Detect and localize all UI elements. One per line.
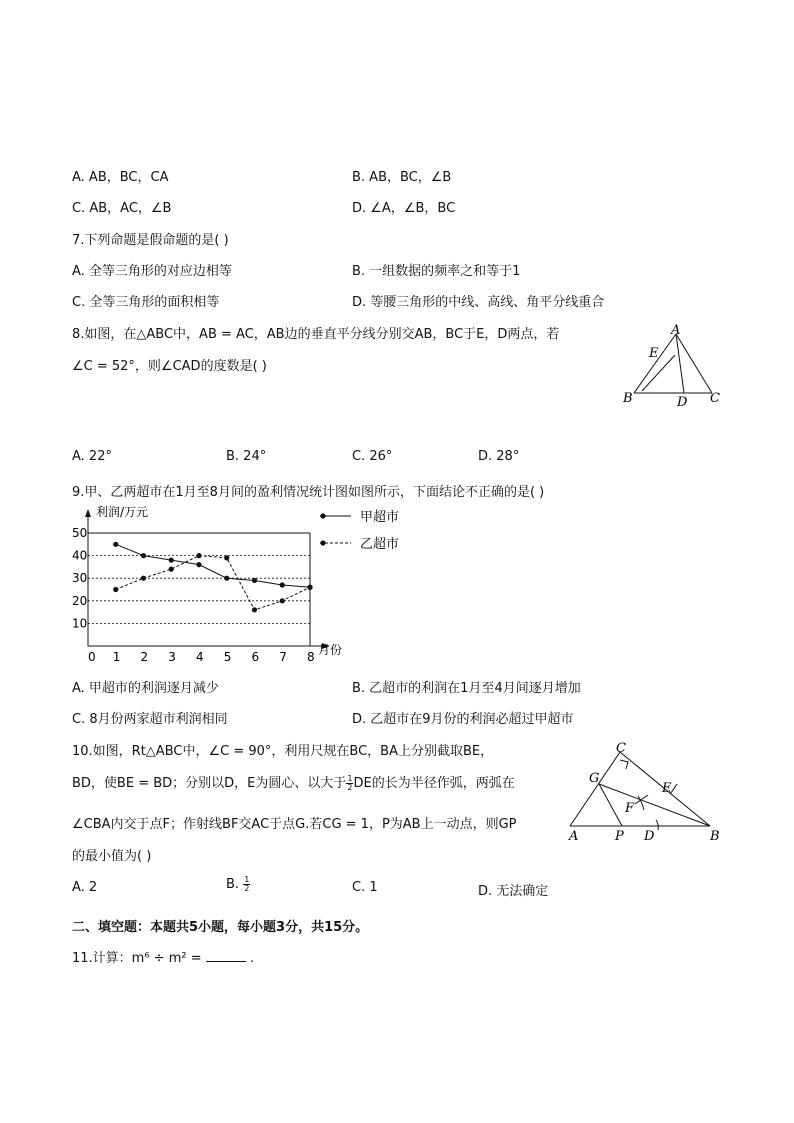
q11-suffix: .: [249, 951, 255, 966]
q10-label-c: C: [616, 741, 626, 756]
x-tick-label: 0: [88, 650, 96, 664]
x-tick-label: 8: [307, 650, 315, 664]
data-point: [169, 567, 174, 572]
chart-legend: [315, 503, 415, 553]
data-point: [280, 582, 285, 587]
q9-stem: 9.甲、乙两超市在1月至8月间的盈利情况统计图如图所示，下面结论不正确的是( ): [72, 485, 545, 500]
x-tick-label: 4: [196, 650, 204, 664]
legend-label: 甲超市: [360, 510, 400, 525]
q8-label-d: D: [677, 395, 688, 410]
q10-option-c: C. 1: [352, 880, 378, 895]
q10-stem-line3: ∠CBA内交于点F；作射线BF交AC于点G.若CG = 1，P为AB上一动点，则GP: [72, 817, 517, 832]
q8-option-b: B. 24°: [226, 449, 267, 464]
q8-label-c: C: [710, 391, 720, 406]
q10-option-b-denominator: 2: [244, 884, 250, 893]
q10-label-e: E: [662, 781, 672, 796]
data-point: [196, 553, 201, 558]
q6-option-c: C. AB，AC，∠B: [72, 201, 172, 216]
q6-option-a: A. AB，BC，CA: [72, 170, 169, 185]
series-line-jia: [116, 544, 310, 587]
q7-option-c: C. 全等三角形的面积相等: [72, 295, 220, 310]
q9-option-a: A. 甲超市的利润逐月减少: [72, 681, 219, 696]
data-point: [141, 553, 146, 558]
legend-marker: [320, 540, 325, 545]
q8-label-b: B: [623, 391, 633, 406]
q10-triangle-figure: [552, 738, 732, 848]
x-tick-label: 7: [279, 650, 287, 664]
x-tick-label: 1: [112, 650, 121, 664]
data-point: [113, 587, 118, 592]
q7-option-b: B. 一组数据的频率之和等于1: [352, 264, 521, 279]
q10-option-d: D. 无法确定: [478, 884, 549, 899]
q9-option-c: C. 8月份两家超市利润相同: [72, 712, 228, 727]
data-point: [141, 576, 146, 581]
y-tick-label: 50: [72, 526, 88, 540]
q8-label-e: E: [649, 346, 659, 361]
q10-stem-line1: 10.如图，Rt△ABC中，∠C = 90°，利用尺规在BC，BA上分别截取BE，: [72, 744, 494, 759]
q11-stem: [72, 947, 254, 966]
data-point: [113, 542, 118, 547]
q10-fraction-denominator: 2: [347, 783, 353, 792]
data-point: [169, 558, 174, 563]
q8-option-d: D. 28°: [478, 449, 520, 464]
data-point: [307, 585, 312, 590]
data-point: [280, 598, 285, 603]
x-tick-label: 6: [251, 650, 260, 664]
q10-option-b: [226, 876, 250, 893]
data-point: [252, 578, 257, 583]
q10-stem-line2-start: BD，使BE = BD；分别以D，E为圆心、以大于: [72, 776, 347, 791]
q10-label-d: D: [644, 829, 655, 844]
data-point: [252, 607, 257, 612]
q6-option-b: B. AB，BC，∠B: [352, 170, 452, 185]
q10-label-a: A: [569, 829, 579, 844]
legend-label: 乙超市: [360, 537, 400, 552]
q10-option-b-numerator: 1: [244, 875, 250, 884]
data-point: [224, 555, 229, 560]
x-tick-label: 3: [168, 650, 176, 664]
q7-option-d: D. 等腰三角形的中线、高线、角平分线重合: [352, 295, 605, 310]
q8-triangle-figure: [620, 322, 730, 410]
y-tick-label: 10: [72, 616, 88, 631]
q10-label-f: F: [625, 801, 635, 816]
q9-option-d: D. 乙超市在9月份的利润必超过甲超市: [352, 712, 574, 727]
data-point: [224, 576, 229, 581]
q10-stem-line2: [72, 772, 515, 792]
y-tick-label: 30: [72, 571, 88, 586]
x-axis-title: 月份: [318, 643, 343, 657]
legend-marker: [320, 513, 325, 518]
q10-label-b: B: [710, 829, 720, 844]
q8-stem-line1: 8.如图，在△ABC中，AB = AC，AB边的垂直平分线分别交AB，BC于E，D两点，若: [72, 327, 560, 342]
q10-stem-line4: 的最小值为( ): [72, 849, 152, 864]
q8-option-a: A. 22°: [72, 449, 112, 464]
q8-label-a: A: [671, 323, 681, 338]
y-axis-title: 利润/万元: [96, 505, 149, 519]
q10-stem-line2-end: DE的长为半径作弧，两弧在: [353, 776, 515, 791]
q8-stem-line2: ∠C = 52°，则∠CAD的度数是( ): [72, 359, 267, 374]
x-tick-label: 2: [140, 650, 149, 664]
q10-option-a: A. 2: [72, 880, 98, 895]
q7-option-a: A. 全等三角形的对应边相等: [72, 264, 232, 279]
q9-option-b: B. 乙超市的利润在1月至4月间逐月增加: [352, 681, 581, 696]
q11-prefix: 11.计算：m⁶ ÷ m² =: [72, 951, 202, 966]
q10-option-b-label: B.: [226, 877, 240, 892]
x-tick-label: 5: [223, 650, 232, 664]
q8-option-c: C. 26°: [352, 449, 393, 464]
y-tick-label: 40: [72, 548, 88, 563]
q10-fraction-numerator: 1: [347, 774, 353, 783]
q10-option-b-fraction: [243, 876, 250, 893]
y-axis-arrow: [85, 509, 91, 517]
q10-label-g: G: [589, 771, 600, 786]
q6-option-d: D. ∠A，∠B，BC: [352, 201, 456, 216]
q7-stem: 7.下列命题是假命题的是( ): [72, 233, 229, 248]
y-tick-label: 20: [72, 593, 88, 608]
q11-answer-blank: [206, 949, 246, 962]
data-point: [196, 562, 201, 567]
q10-label-p: P: [615, 829, 624, 844]
section-2-heading: 二、填空题：本题共5小题，每小题3分，共15分。: [72, 920, 369, 935]
